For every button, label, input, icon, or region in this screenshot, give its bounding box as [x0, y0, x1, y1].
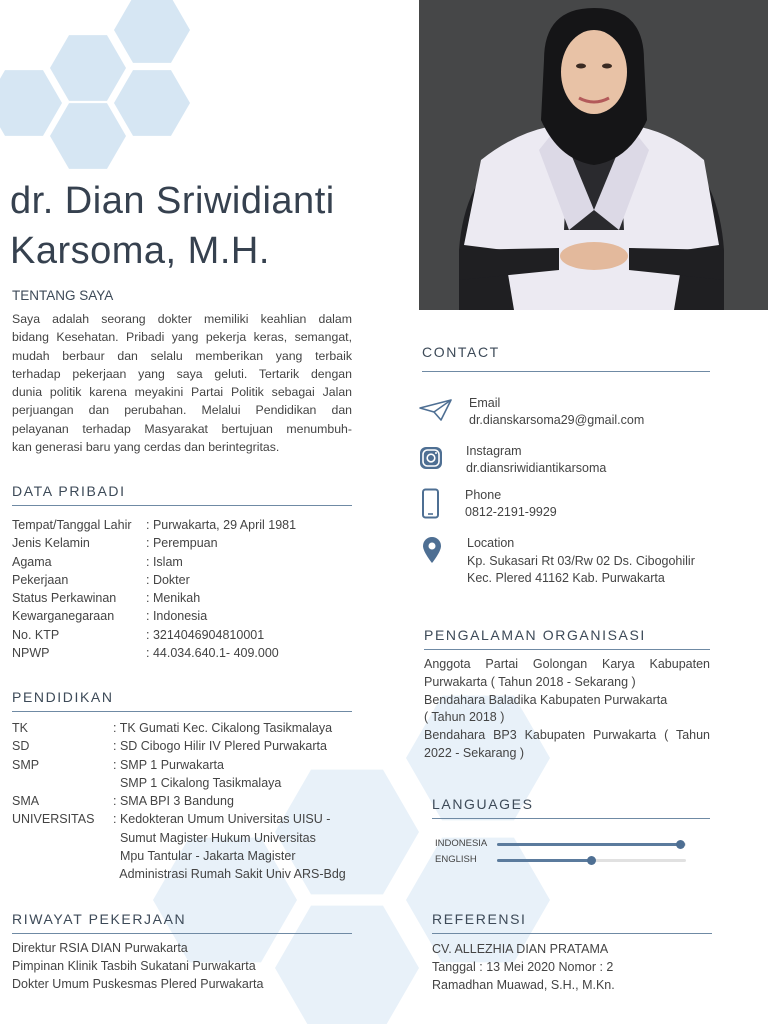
education-row-label: SMA: [12, 794, 40, 809]
personal-data-row-value: : Islam: [146, 554, 183, 569]
decorative-hexagon: [50, 35, 126, 101]
full-name: [10, 176, 335, 276]
personal-data-row-value: : Dokter: [146, 572, 190, 587]
education-row: [12, 774, 357, 792]
work-history-list: [12, 939, 263, 994]
instagram-icon: [419, 446, 443, 470]
personal-data-row: [12, 607, 352, 625]
language-level-knob: [587, 856, 596, 865]
education-row: [12, 829, 357, 847]
education-row: [12, 810, 357, 828]
education-row-label: SMP: [12, 757, 40, 772]
education-title: PENDIDIKAN: [12, 689, 114, 705]
education-row-label: UNIVERSITAS: [12, 812, 95, 827]
about-line: Saya adalah seorang dokter memiliki keahlian dalam: [12, 312, 352, 326]
language-level-knob: [676, 840, 685, 849]
about-line: dunia politik karena meyakini Partai Politik sebagai Jalan: [12, 385, 352, 400]
about-line: perjuangan dan perubahan. Melalui Pendidikan dan: [12, 403, 352, 418]
language-name: INDONESIA: [435, 838, 488, 849]
organization-line: 2022 - Sekarang ): [424, 745, 525, 760]
education-row: [12, 756, 357, 774]
contact-location[interactable]: [467, 535, 695, 588]
name-line-2: Karsoma, M.H.: [10, 230, 270, 272]
education-row: [12, 719, 357, 737]
personal-data-row: [12, 571, 352, 589]
contact-phone[interactable]: [465, 487, 557, 520]
reference-title: REFERENSI: [432, 911, 527, 927]
profile-photo: [419, 0, 768, 310]
decorative-hexagon: [114, 0, 190, 63]
education-row-value: SMP 1 Cikalong Tasikmalaya: [113, 775, 282, 790]
contact-divider: [422, 371, 710, 372]
contact-email[interactable]: [469, 395, 644, 428]
personal-data-row-value: : Indonesia: [146, 609, 208, 624]
about-title: TENTANG SAYA: [12, 288, 114, 303]
personal-data-row-value: : 3214046904810001: [146, 627, 265, 642]
personal-data-row: [12, 534, 352, 552]
languages-title: LANGUAGES: [432, 796, 534, 812]
language-level-fill: [497, 843, 680, 846]
phone-value: 0812-2191-9929: [465, 504, 557, 519]
organization-line: Bendahara Baladika Kabupaten Purwakarta: [424, 692, 668, 707]
personal-data-row: [12, 516, 352, 534]
work-history-item: Dokter Umum Puskesmas Plered Purwakarta: [12, 977, 264, 992]
education-row-label: SD: [12, 739, 30, 754]
portrait-illustration: [419, 0, 768, 310]
organization-line: ( Tahun 2018 ): [424, 710, 505, 725]
education-row: [12, 792, 357, 810]
personal-data-row-label: Agama: [12, 554, 52, 569]
education-row: [12, 847, 357, 865]
education-row-value: : Kedokteran Umum Universitas UISU -: [113, 812, 331, 827]
education-row-value: Mpu Tantular - Jakarta Magister: [113, 849, 296, 864]
organization-list: [424, 656, 710, 763]
personal-data-row-label: Kewarganegaraan: [12, 609, 115, 624]
languages-divider: [432, 818, 710, 819]
education-row-value: : SMA BPI 3 Bandung: [113, 794, 234, 809]
location-label: Location: [467, 536, 515, 550]
phone-label: Phone: [465, 488, 502, 502]
email-value: dr.dianskarsoma29@gmail.com: [469, 412, 645, 427]
contact-title: CONTACT: [422, 344, 500, 360]
education-row-label: [12, 847, 113, 865]
education-row-label: [12, 774, 113, 792]
personal-data-row-label: NPWP: [12, 646, 50, 661]
decorative-hexagon: [0, 70, 62, 136]
language-name: ENGLISH: [435, 854, 477, 865]
education-row-value: : TK Gumati Kec. Cikalong Tasikmalaya: [113, 721, 333, 735]
decorative-hexagon: [114, 70, 190, 136]
personal-data-list: [12, 516, 352, 662]
personal-data-row: [12, 644, 352, 662]
work-history-title: RIWAYAT PEKERJAAN: [12, 911, 187, 927]
instagram-label: Instagram: [466, 444, 522, 458]
personal-data-row-label: No. KTP: [12, 627, 60, 642]
education-row-value: : SD Cibogo Hilir IV Plered Purwakarta: [113, 739, 327, 754]
map-pin-icon: [422, 536, 442, 564]
phone-icon: [421, 488, 441, 520]
personal-data-row-label: Tempat/Tanggal Lahir: [12, 518, 132, 532]
language-level-track: [497, 859, 686, 862]
organization-line: Bendahara BP3 Kabupaten Purwakarta ( Tahun: [424, 728, 710, 743]
reference-line: Ramadhan Muawad, S.H., M.Kn.: [432, 978, 615, 993]
personal-data-divider: [12, 505, 352, 506]
about-line: pelayanan terhadap Masyarakat bertujuan menumbuh-: [12, 421, 352, 436]
personal-data-row: [12, 553, 352, 571]
personal-data-row-label: Jenis Kelamin: [12, 536, 90, 551]
education-row-value: Sumut Magister Hukum Universitas: [113, 830, 316, 845]
name-line-1: dr. Dian Sriwidianti: [10, 180, 335, 222]
education-list: [12, 719, 357, 884]
education-row: [12, 865, 357, 883]
paper-plane-icon: [419, 398, 453, 422]
personal-data-row: [12, 589, 352, 607]
location-line-1: Kp. Sukasari Rt 03/Rw 02 Ds. Cibogohilir: [467, 553, 695, 568]
organization-line: Anggota Partai Golongan Karya Kabupaten: [424, 657, 710, 671]
education-row: [12, 737, 357, 755]
instagram-value: dr.diansriwidiantikarsoma: [466, 460, 607, 475]
education-row-label: TK: [12, 721, 28, 735]
personal-data-row-value: : Purwakarta, 29 April 1981: [146, 518, 297, 532]
personal-data-row-label: Status Perkawinan: [12, 591, 117, 606]
reference-list: [432, 940, 615, 995]
organization-divider: [424, 649, 710, 650]
decorative-hexagon: [50, 103, 126, 169]
personal-data-row-value: : Menikah: [146, 591, 201, 606]
about-line: terhadap pekerjaan yang saya geluti. Tertarik dengan: [12, 366, 352, 381]
organization-title: PENGALAMAN ORGANISASI: [424, 627, 646, 643]
decorative-hexagon: [275, 906, 419, 1024]
organization-line: Purwakarta ( Tahun 2018 - Sekarang ): [424, 674, 636, 689]
about-line: kan generasi baru yang cerdas dan berintegritas.: [12, 440, 280, 455]
work-history-item: Direktur RSIA DIAN Purwakarta: [12, 941, 188, 955]
language-level-track: [497, 843, 686, 846]
work-history-divider: [12, 933, 352, 934]
reference-line: CV. ALLEZHIA DIAN PRATAMA: [432, 942, 609, 956]
personal-data-row: [12, 626, 352, 644]
location-line-2: Kec. Plered 41162 Kab. Purwakarta: [467, 571, 665, 585]
education-row-label: [12, 865, 113, 883]
reference-divider: [432, 933, 712, 934]
personal-data-row-value: : Perempuan: [146, 536, 218, 551]
contact-instagram[interactable]: [466, 443, 606, 476]
about-line: bidang Kesehatan. Pribadi yang pekerja keras, semangat,: [12, 330, 352, 345]
personal-data-title: DATA PRIBADI: [12, 483, 126, 499]
education-divider: [12, 711, 352, 712]
language-level-fill: [497, 859, 592, 862]
email-label: Email: [469, 396, 501, 410]
about-paragraph: [12, 310, 352, 456]
personal-data-row-label: Pekerjaan: [12, 572, 69, 587]
education-row-value: Administrasi Rumah Sakit Univ ARS-Bdg: [113, 867, 346, 882]
reference-line: Tanggal : 13 Mei 2020 Nomor : 2: [432, 960, 614, 975]
personal-data-row-value: : 44.034.640.1- 409.000: [146, 646, 279, 661]
work-history-item: Pimpinan Klinik Tasbih Sukatani Purwakarta: [12, 959, 256, 974]
education-row-value: : SMP 1 Purwakarta: [113, 757, 224, 772]
about-line: mudah berbaur dan selalu memberikan yang terbaik: [12, 348, 352, 363]
education-row-label: [12, 829, 113, 847]
